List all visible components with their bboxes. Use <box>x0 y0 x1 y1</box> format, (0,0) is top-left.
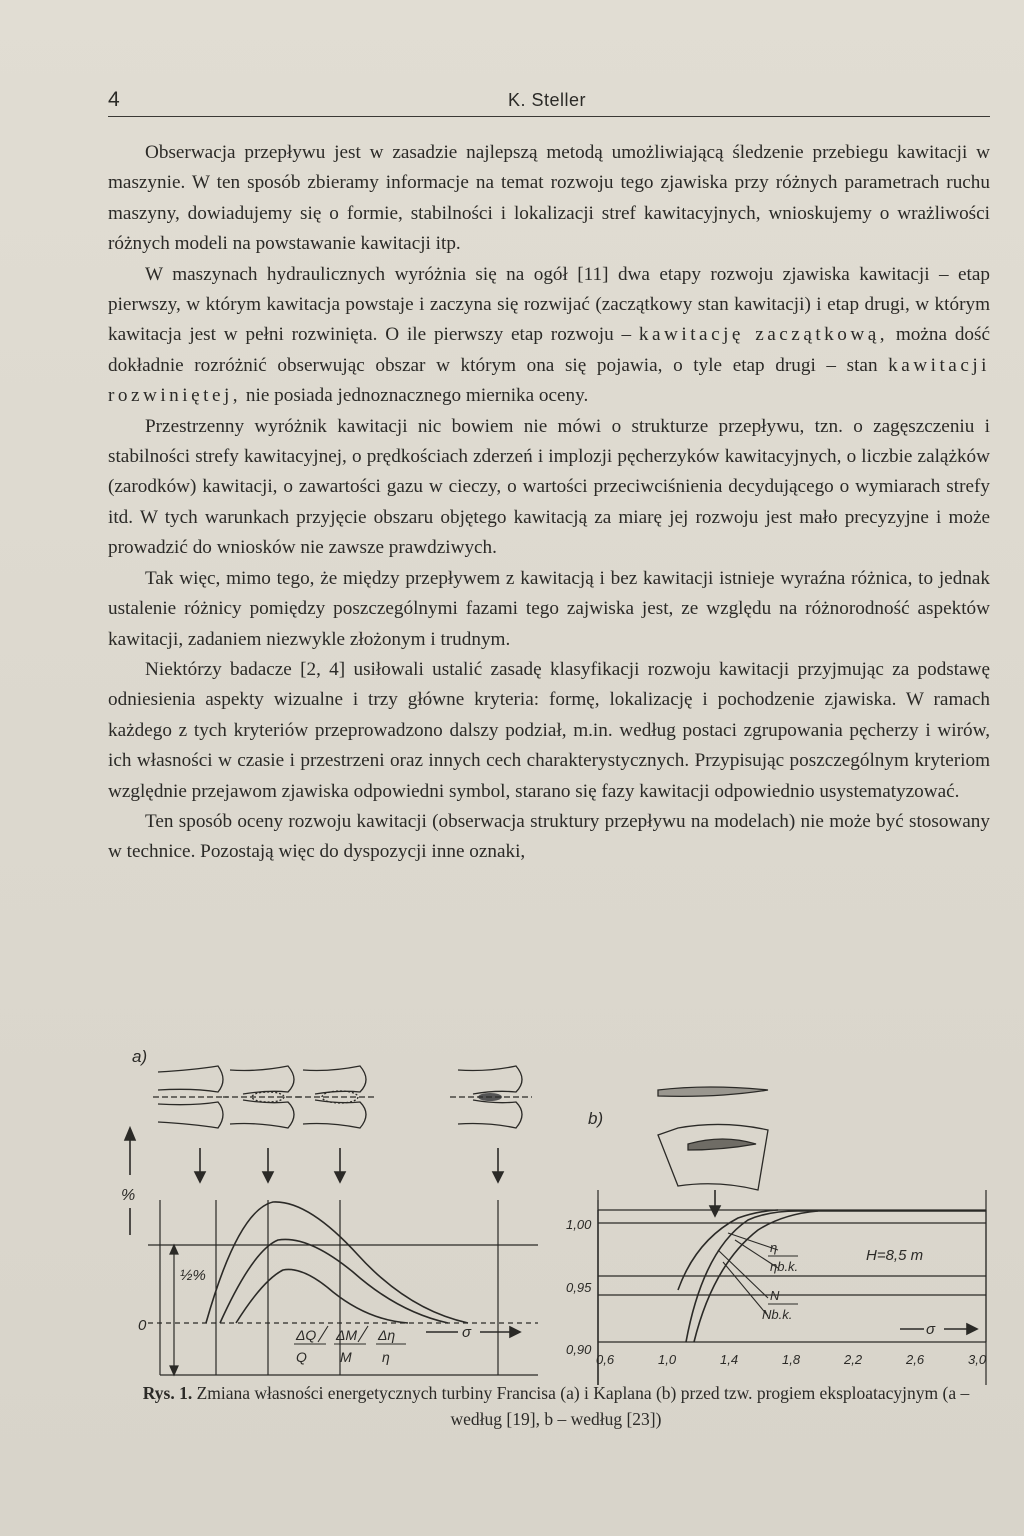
x-tick-1: 1,0 <box>658 1352 677 1367</box>
label-m: M <box>340 1349 352 1365</box>
label-eta: η <box>382 1349 390 1365</box>
panel-b-leaders <box>718 1233 798 1316</box>
runner-sketch-3 <box>296 1066 376 1128</box>
panel-a-curves <box>206 1202 468 1323</box>
curve-delta-eta <box>206 1202 468 1323</box>
figure-caption <box>116 1380 996 1432</box>
x-tick-6: 3,0 <box>968 1352 987 1367</box>
zero-line-label: 0 <box>138 1317 147 1334</box>
y-tick-0-95: 0,95 <box>566 1280 592 1295</box>
runner-sketch-1 <box>153 1066 228 1128</box>
stage-arrows <box>195 1148 503 1182</box>
runner-sketch-2 <box>223 1066 303 1128</box>
panel-b-label: b) <box>588 1109 604 1128</box>
emphasis-incipient-cavitation: kawitację zaczątkową, <box>638 324 889 346</box>
label-delta-eta: Δη <box>378 1327 396 1343</box>
y-unit-label: % <box>121 1187 136 1204</box>
label-eta-b: η <box>770 1240 778 1255</box>
y-tick-1-00: 1,00 <box>566 1217 592 1232</box>
paragraph-3: Przestrzenny wyróżnik kawitacji nic bowiem nie mówi o strukturze przepływu, tzn. o zagęszczeniu i stabilności strefy kawitacyjnej, o prędkościach zderzeń i implozji pęcherzyków kawitacyjnych, o liczbie zalążków (zarodków) kawitacji, o zawartości gazu w cieczy, o wartości przeciwciśnienia decydującego o wymiarach strefy itd. W tych warunkach przyjęcie obszaru objętego kawitacją za miarę jej rozwoju jest mało precyzyjne i może prowadzić do wniosków nie zawsze prawdziwych. <box>108 415 990 559</box>
kaplan-arrow <box>710 1190 720 1216</box>
label-q: Q <box>296 1349 307 1365</box>
label-eta-bk: ηb.k. <box>770 1259 799 1274</box>
panel-a-label: a) <box>132 1047 148 1066</box>
sigma-label-b: σ <box>926 1321 936 1338</box>
curve-delta-q <box>236 1269 408 1323</box>
paragraph-1: Obserwacja przepływu jest w zasadzie najlepszą metodą umożliwiającą śledzenie przebiegu kawitacji w maszynie. W ten sposób zbieramy informacje na temat rozwoju tego zjawiska przy różnych parametrach ruchu maszyny, dowiadujemy się o formie, stabilności i lokalizacji stref kawitacyjnych, wnioskujemy o wrażliwości różnych modeli na powstawanie kawitacji itp. <box>108 142 990 255</box>
page-header <box>108 84 990 117</box>
delta-labels <box>295 1327 395 1365</box>
sigma-arrow-b <box>900 1324 977 1334</box>
paragraph-2 <box>108 260 990 412</box>
head-label: H=8,5 m <box>866 1247 924 1264</box>
label-n-bk: Nb.k. <box>762 1307 793 1322</box>
label-delta-m: ΔM <box>336 1327 358 1343</box>
half-percent-label: ½% <box>180 1267 206 1284</box>
x-tick-3: 1,8 <box>782 1352 801 1367</box>
caption-lead: Rys. 1. <box>142 1383 193 1403</box>
percent-axis <box>125 1128 135 1235</box>
curve-n <box>678 1210 778 1290</box>
x-tick-4: 2,2 <box>844 1352 863 1367</box>
paragraph-2-part-a: W maszynach hydraulicznych wyróżnia się na ogół [11] dwa etapy rozwoju zjawiska kawitacji – etap pierwszy, w którym kawitacja powstaje i zaczyna się rozwijać (zaczątkowy stan kawitacji) i etap drugi, w którym kawitacja jest w pełni rozwinięta. O ile pierwszy etap rozwoju – <box>108 263 990 346</box>
paragraph-4: Tak więc, mimo tego, że między przepływem z kawitacją i bez kawitacji istnieje wyraźna różnica, to jednak ustalenie różnicy pomiędzy poszczególnymi fazami tego zajwiska jest, ze względu na różnorodność aspektów kawitacji, zadaniem niezwykle złożonym i trudnym. <box>108 567 990 650</box>
x-ticks-b <box>596 1352 987 1367</box>
sigma-arrow-a <box>426 1327 520 1337</box>
runner-sketch-4 <box>450 1066 532 1128</box>
kaplan-blade-sketch <box>658 1087 768 1190</box>
body-text <box>108 138 990 868</box>
x-tick-0: 0,6 <box>596 1352 615 1367</box>
caption-text: Zmiana własności energetycznych turbiny Francisa (a) i Kaplana (b) przed tzw. progiem eksploatacyjnym (a – według [19], b – według [23]) <box>192 1383 970 1429</box>
curve-delta-m <box>220 1239 448 1323</box>
emphasis-developed-cavitation: kawitacji rozwiniętej, <box>108 354 990 407</box>
page-number: 4 <box>108 88 120 111</box>
paragraph-5: Niektórzy badacze [2, 4] usiłowali ustalić zasadę klasyfikacji rozwoju kawitacji przyjmując za podstawę odniesienia aspekty wizualne i trzy główne kryteria: formę, lokalizację i pochodzenie zjawiska. W ramach każdego z tych kryteriów przeprowadzono dalszy podział, m.in. według postaci zgrupowania pęcherzy i wirów, ich własności w czasie i przestrzeni oraz innych cech charakterystycznych. Przypisując poszczególnym kryteriom względnie przejawom zjawiska odpowiedni symbol, starano się fazy kawitacji odpowiednio usystematyzować. <box>108 658 990 802</box>
label-n: N <box>770 1288 780 1303</box>
y-tick-0-90: 0,90 <box>566 1342 592 1357</box>
paragraph-2-part-b: można dość dokładnie rozróżnić obserwując obszar w którym ona się pojawia, o tyle etap drugi – stan <box>108 324 990 376</box>
running-head: K. Steller <box>508 90 587 110</box>
sigma-label-a: σ <box>462 1324 472 1341</box>
x-tick-2: 1,4 <box>720 1352 739 1367</box>
figure-svg <box>118 1040 998 1385</box>
x-tick-5: 2,6 <box>906 1352 925 1367</box>
label-delta-q: ΔQ <box>296 1327 317 1343</box>
paragraph-6: Ten sposób oceny rozwoju kawitacji (obserwacja struktury przepływu na modelach) nie może być stosowany w technice. Pozostają więc do dyspozycji inne oznaki, <box>108 810 990 863</box>
paragraph-2-part-c: nie posiada jednoznacznego miernika oceny. <box>241 385 589 407</box>
figure-1 <box>118 1040 998 1385</box>
half-percent-dimension <box>170 1245 178 1375</box>
